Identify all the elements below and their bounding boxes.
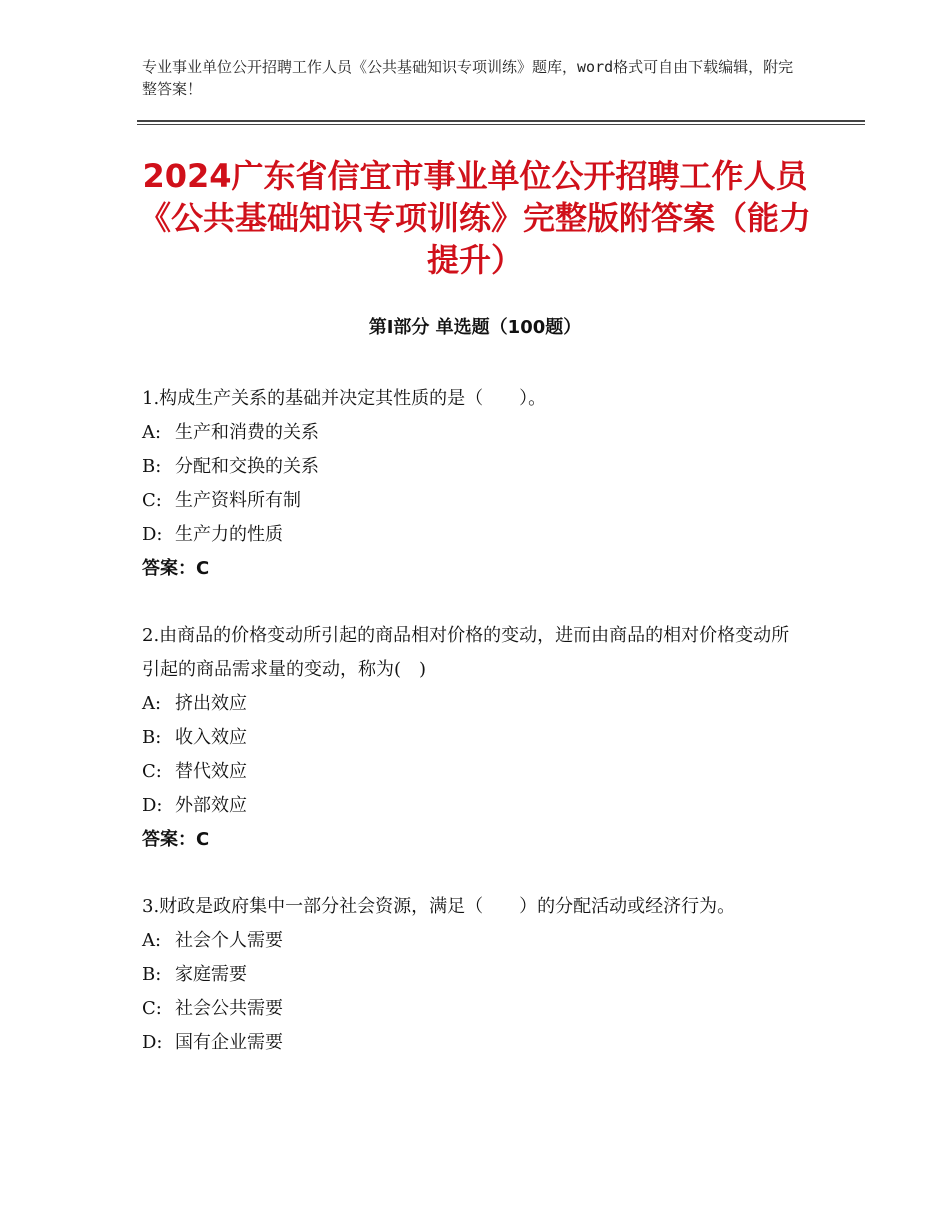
option-d — [142, 518, 802, 552]
question-list — [142, 382, 802, 1093]
header-rule-thin — [137, 124, 865, 125]
document-title: 2024广东省信宜市事业单位公开招聘工作人员《公共基础知识专项训练》完整版附答案（能力提升） — [138, 157, 811, 279]
header-note: 专业事业单位公开招聘工作人员《公共基础知识专项训练》题库，word格式可自由下载编辑，附完整答案！ — [142, 58, 794, 98]
option-d — [142, 789, 802, 823]
option-text: 分配和交换的关系 — [175, 456, 319, 477]
option-letter: B: — [142, 727, 162, 748]
option-letter: C: — [142, 761, 162, 782]
option-text: 外部效应 — [175, 795, 247, 816]
option-letter: D: — [142, 1032, 163, 1053]
option-c — [142, 484, 802, 518]
option-c — [142, 992, 802, 1026]
option-letter: C: — [142, 998, 162, 1019]
option-b — [142, 450, 802, 484]
answer-line: 答案：C — [142, 829, 210, 850]
question-1 — [142, 382, 802, 586]
option-b — [142, 958, 802, 992]
option-text: 生产资料所有制 — [175, 490, 301, 511]
option-letter: D: — [142, 795, 163, 816]
option-a — [142, 416, 802, 450]
question-stem: 2.由商品的价格变动所引起的商品相对价格的变动，进而由商品的相对价格变动所引起的商品需求量的变动，称为( ) — [142, 625, 790, 680]
option-text: 挤出效应 — [175, 693, 247, 714]
option-text: 替代效应 — [175, 761, 247, 782]
option-letter: B: — [142, 456, 162, 477]
option-text: 收入效应 — [175, 727, 247, 748]
option-letter: A: — [142, 693, 162, 714]
option-letter: A: — [142, 422, 162, 443]
option-text: 国有企业需要 — [175, 1032, 283, 1053]
option-letter: D: — [142, 524, 163, 545]
option-c — [142, 755, 802, 789]
option-letter: C: — [142, 490, 162, 511]
option-d — [142, 1026, 802, 1060]
question-stem: 3.财政是政府集中一部分社会资源，满足（ ）的分配活动或经济行为。 — [142, 896, 736, 917]
option-letter: B: — [142, 964, 162, 985]
option-text: 社会个人需要 — [175, 930, 283, 951]
option-text: 生产和消费的关系 — [175, 422, 319, 443]
option-text: 家庭需要 — [175, 964, 247, 985]
option-text: 生产力的性质 — [175, 524, 283, 545]
question-3 — [142, 890, 802, 1060]
option-a — [142, 924, 802, 958]
answer-line: 答案：C — [142, 558, 210, 579]
option-a — [142, 687, 802, 721]
question-stem: 1.构成生产关系的基础并决定其性质的是（ ）。 — [142, 388, 547, 409]
option-letter: A: — [142, 930, 162, 951]
header-rule-thick — [137, 120, 865, 122]
option-b — [142, 721, 802, 755]
question-2 — [142, 619, 802, 857]
section-title: 第Ⅰ部分 单选题（100题） — [368, 317, 582, 338]
option-text: 社会公共需要 — [175, 998, 283, 1019]
